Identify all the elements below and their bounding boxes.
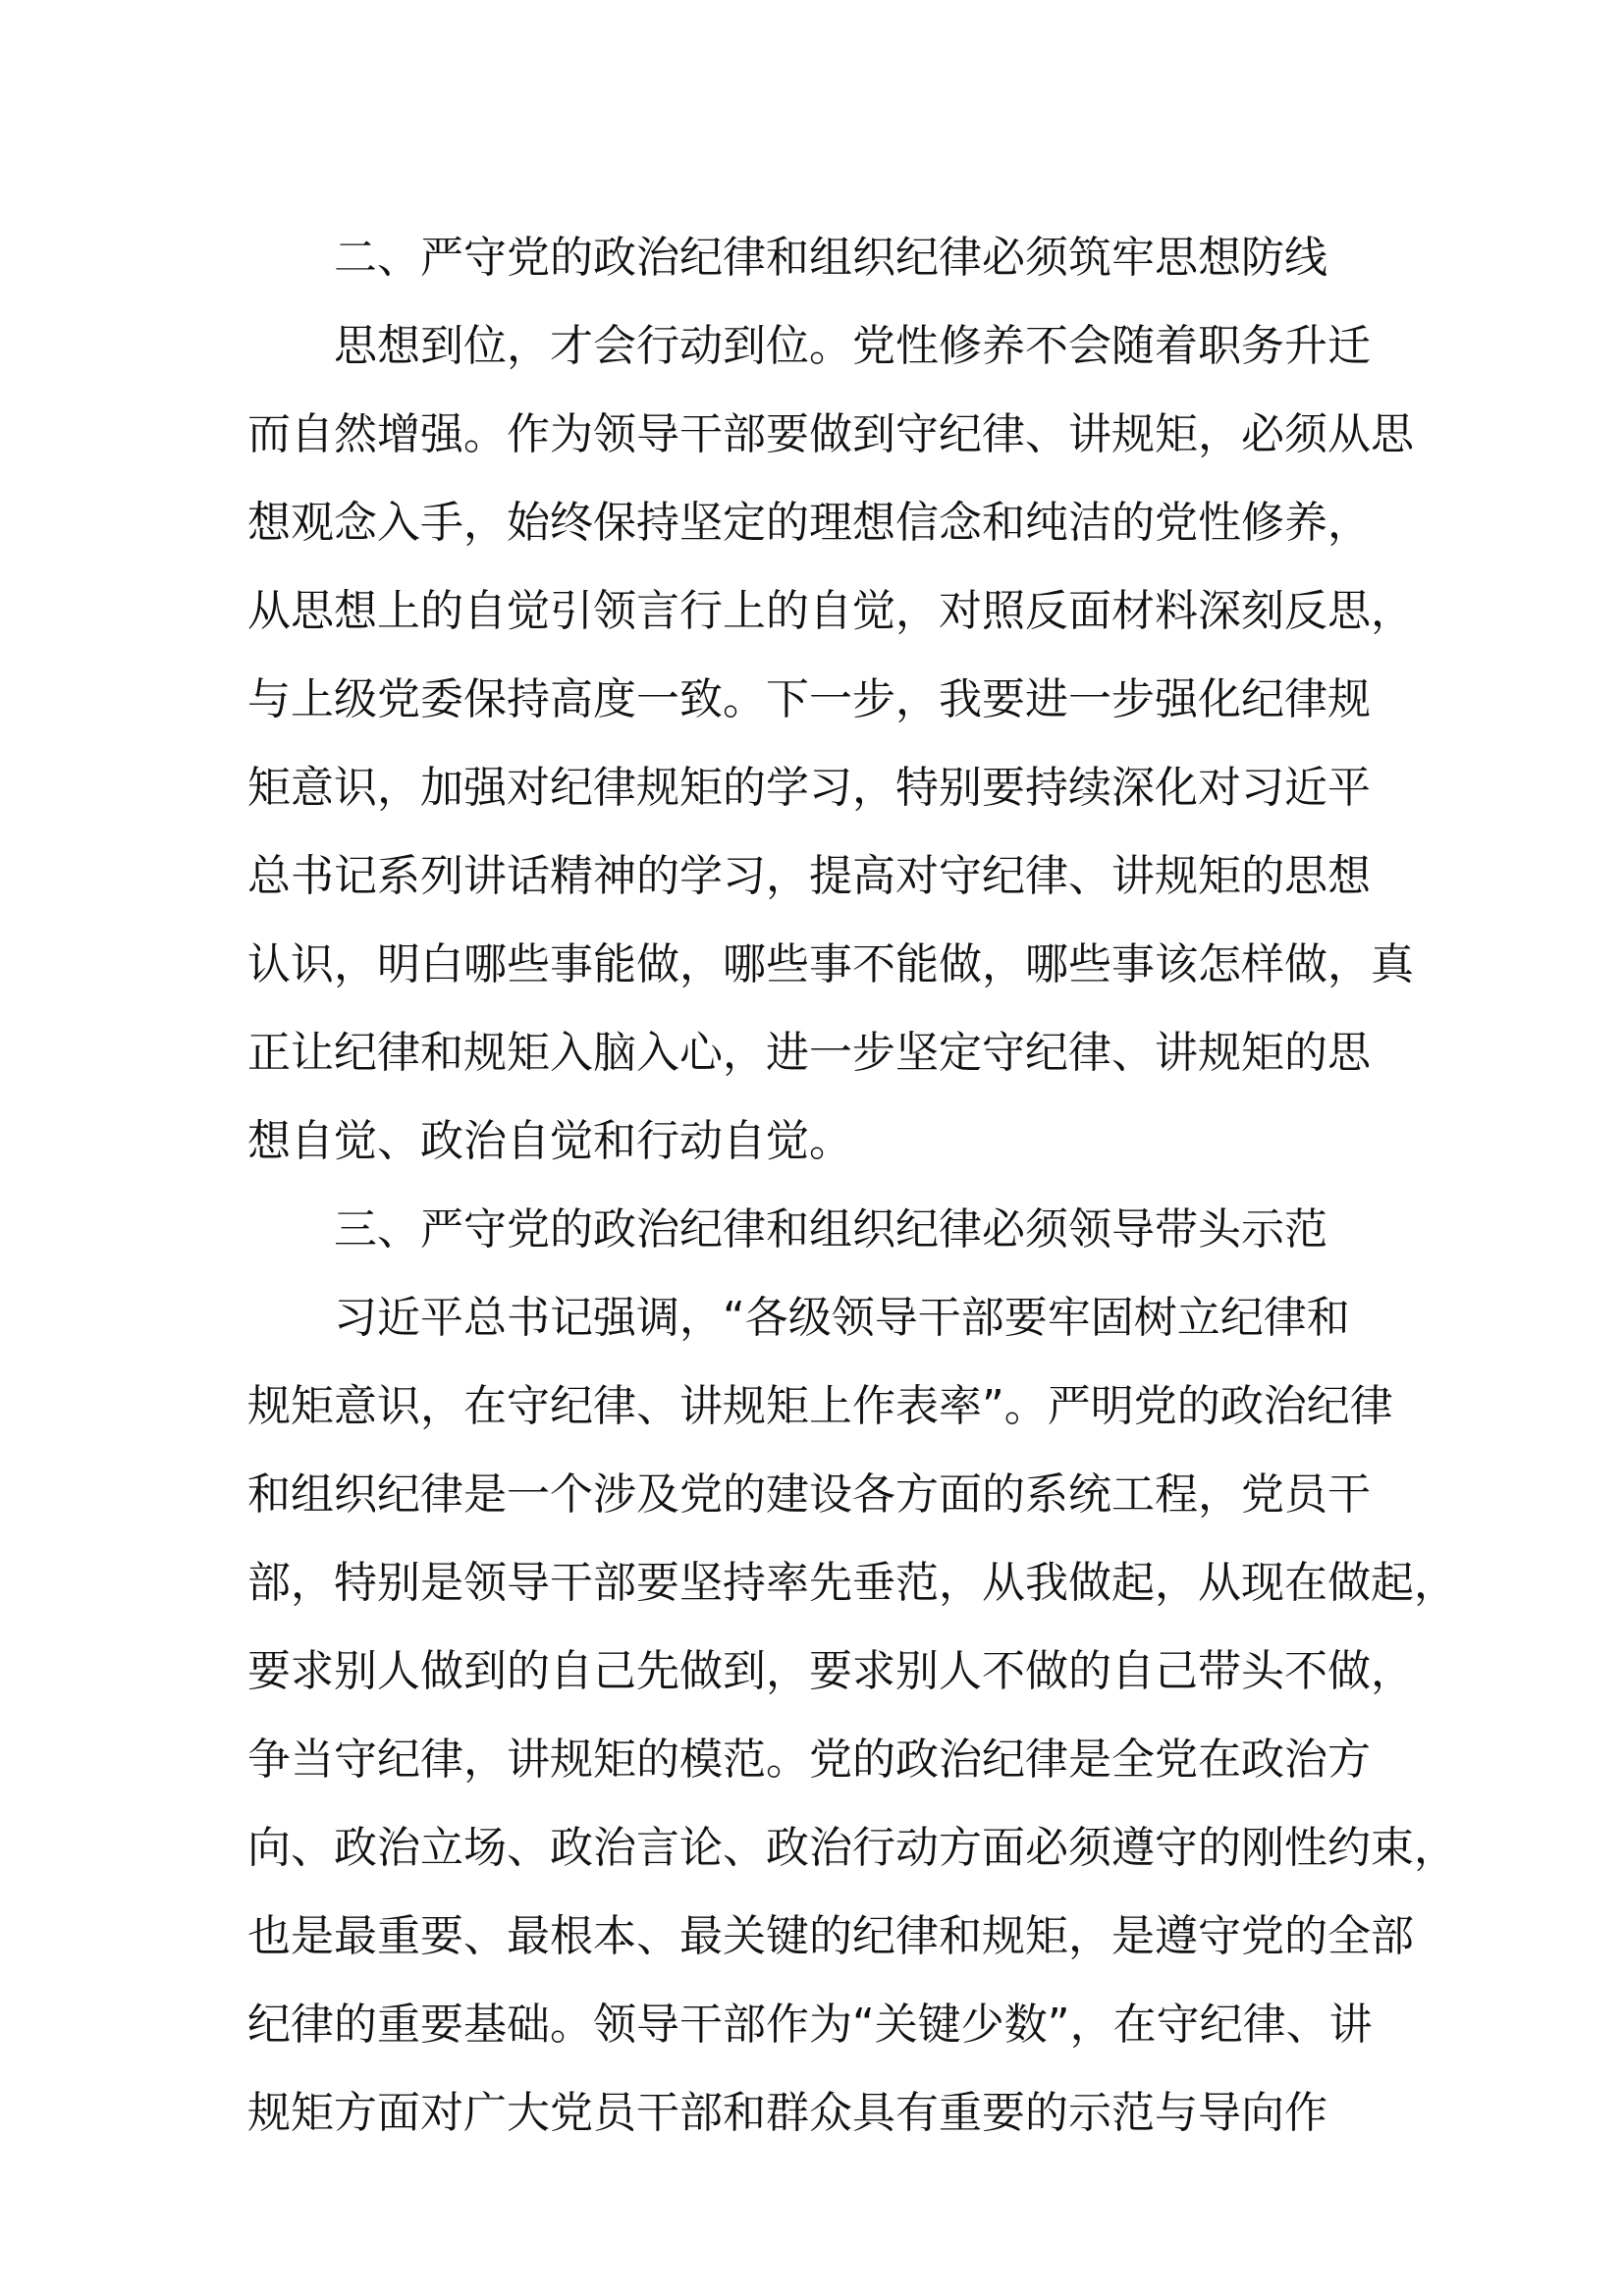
paragraph-line: 纪律的重要基础。领导干部作为“关键少数”，在守纪律、讲 (247, 2000, 1373, 2050)
paragraph-line: 与上级党委保持高度一致。下一步，我要进一步强化纪律规 (247, 674, 1371, 724)
paragraph-line: 认识，明白哪些事能做，哪些事不能做，哪些事该怎样做，真 (247, 939, 1414, 989)
paragraph-line: 也是最重要、最根本、最关键的纪律和规矩，是遵守党的全部 (247, 1911, 1414, 1961)
paragraph-line: 规矩方面对广大党员干部和群众具有重要的示范与导向作 (247, 2088, 1327, 2138)
paragraph-line: 思想到位，才会行动到位。党性修养不会随着职务升迁 (334, 321, 1371, 371)
paragraph-line: 和组织纪律是一个涉及党的建设各方面的系统工程，党员干 (247, 1469, 1371, 1520)
paragraph-line: 规矩意识，在守纪律、讲规矩上作表率”。严明党的政治纪律 (247, 1381, 1393, 1431)
paragraph-line: 正让纪律和规矩入脑入心，进一步坚定守纪律、讲规矩的思 (247, 1028, 1371, 1078)
paragraph-line: 总书记系列讲话精神的学习，提高对守纪律、讲规矩的思想 (247, 851, 1371, 901)
paragraph-line: 矩意识，加强对纪律规矩的学习，特别要持续深化对习近平 (247, 763, 1371, 813)
paragraph-line: 争当守纪律，讲规矩的模范。党的政治纪律是全党在政治方 (247, 1735, 1371, 1785)
section-heading-2: 二、严守党的政治纪律和组织纪律必须筑牢思想防线 (334, 233, 1327, 283)
paragraph-line: 想观念入手，始终保持坚定的理想信念和纯洁的党性修养， (247, 498, 1371, 548)
paragraph-line: 部，特别是领导干部要坚持率先垂范，从我做起，从现在做起， (247, 1558, 1457, 1608)
paragraph-line: 想自觉、政治自觉和行动自觉。 (247, 1116, 852, 1166)
paragraph-line: 要求别人做到的自己先做到，要求别人不做的自己带头不做， (247, 1646, 1414, 1696)
paragraph-line: 习近平总书记强调，“各级领导干部要牢固树立纪律和 (334, 1293, 1350, 1343)
paragraph-line: 而自然增强。作为领导干部要做到守纪律、讲规矩，必须从思 (247, 409, 1414, 459)
paragraph-line: 向、政治立场、政治言论、政治行动方面必须遵守的刚性约束， (247, 1823, 1457, 1873)
section-heading-3: 三、严守党的政治纪律和组织纪律必须领导带头示范 (334, 1204, 1327, 1255)
paragraph-line: 从思想上的自觉引领言行上的自觉，对照反面材料深刻反思， (247, 586, 1414, 636)
